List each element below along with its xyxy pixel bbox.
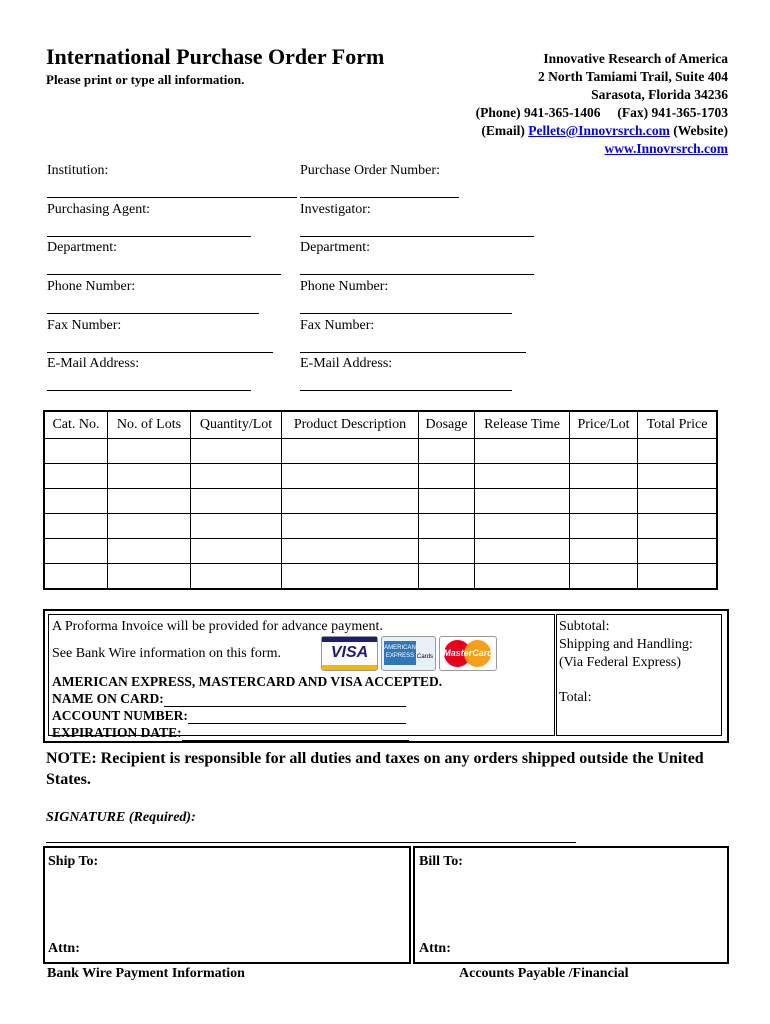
amex-cards: Cards xyxy=(417,654,434,660)
form-title: International Purchase Order Form xyxy=(46,44,385,69)
table-cell[interactable] xyxy=(108,439,191,464)
order-items-table xyxy=(43,410,718,590)
institution-label: Institution: xyxy=(47,163,109,178)
table-cell[interactable] xyxy=(191,464,282,489)
proforma-text: A Proforma Invoice will be provided for advance payment. xyxy=(52,619,383,634)
name-on-card-row[interactable] xyxy=(52,691,406,707)
table-cell[interactable] xyxy=(419,564,475,590)
table-cell[interactable] xyxy=(570,464,638,489)
department-left-line[interactable] xyxy=(47,262,281,275)
amex-line1: AMERICAN xyxy=(384,645,416,651)
table-cell[interactable] xyxy=(638,514,718,539)
table-row xyxy=(44,539,717,564)
company-info xyxy=(476,50,728,158)
table-cell[interactable] xyxy=(191,489,282,514)
table-cell[interactable] xyxy=(475,489,570,514)
table-cell[interactable] xyxy=(570,489,638,514)
department-right-line[interactable] xyxy=(300,262,534,275)
table-cell[interactable] xyxy=(108,564,191,590)
company-phone-fax: (Phone) 941-365-1406 (Fax) 941-365-1703 xyxy=(475,105,728,120)
department-left-label: Department: xyxy=(47,240,117,255)
po-number-field[interactable] xyxy=(300,163,459,198)
bill-to-label: Bill To: xyxy=(419,854,463,869)
mastercard-text: MasterCard xyxy=(443,648,493,658)
phone-left-line[interactable] xyxy=(47,301,259,314)
shipping-label: Shipping and Handling: xyxy=(559,637,693,652)
table-cell[interactable] xyxy=(475,514,570,539)
col-no-of-lots: No. of Lots xyxy=(108,411,191,439)
table-cell[interactable] xyxy=(419,514,475,539)
email-left-line[interactable] xyxy=(47,378,251,391)
table-cell[interactable] xyxy=(108,539,191,564)
email-right-field[interactable] xyxy=(300,356,512,391)
table-cell[interactable] xyxy=(638,564,718,590)
table-cell[interactable] xyxy=(282,539,419,564)
signature-line[interactable] xyxy=(46,842,576,843)
account-number-row[interactable] xyxy=(52,708,406,724)
cards-accepted-text: AMERICAN EXPRESS, MASTERCARD AND VISA ACCEPTED. xyxy=(52,674,443,689)
table-row xyxy=(44,439,717,464)
phone-right-field[interactable] xyxy=(300,279,512,314)
company-address2: Sarasota, Florida 34236 xyxy=(591,87,728,102)
phone-right-line[interactable] xyxy=(300,301,512,314)
fax-right-label: Fax Number: xyxy=(300,318,375,333)
website-link[interactable]: www.Innovrsrch.com xyxy=(604,141,728,156)
table-cell[interactable] xyxy=(282,489,419,514)
department-right-label: Department: xyxy=(300,240,370,255)
table-cell[interactable] xyxy=(475,564,570,590)
table-cell[interactable] xyxy=(44,514,108,539)
bill-to-box[interactable] xyxy=(413,846,729,964)
account-number-line[interactable] xyxy=(188,709,406,724)
mastercard-logo xyxy=(439,636,497,671)
investigator-line[interactable] xyxy=(300,224,534,237)
fax-right-line[interactable] xyxy=(300,340,526,353)
col-price-lot: Price/Lot xyxy=(570,411,638,439)
po-number-line[interactable] xyxy=(300,185,459,198)
col-product-description: Product Description xyxy=(282,411,419,439)
table-row xyxy=(44,564,717,590)
company-name: Innovative Research of America xyxy=(543,51,728,66)
amex-line2: EXPRESS xyxy=(385,653,415,659)
table-row xyxy=(44,514,717,539)
institution-field[interactable] xyxy=(47,163,297,198)
table-cell[interactable] xyxy=(475,464,570,489)
name-on-card-line[interactable] xyxy=(164,692,406,707)
table-row xyxy=(44,489,717,514)
purchasing-agent-field[interactable] xyxy=(47,202,251,237)
table-cell[interactable] xyxy=(570,439,638,464)
table-cell[interactable] xyxy=(570,564,638,590)
table-cell[interactable] xyxy=(570,514,638,539)
table-cell[interactable] xyxy=(108,514,191,539)
investigator-field[interactable] xyxy=(300,202,534,237)
fax-left-field[interactable] xyxy=(47,318,273,353)
col-quantity-lot: Quantity/Lot xyxy=(191,411,282,439)
email-left-label: E-Mail Address: xyxy=(47,356,140,371)
fax-right-field[interactable] xyxy=(300,318,526,353)
table-cell[interactable] xyxy=(44,489,108,514)
purchasing-agent-line[interactable] xyxy=(47,224,251,237)
subtotal-label: Subtotal: xyxy=(559,619,610,634)
form-subtitle: Please print or type all information. xyxy=(46,72,245,87)
ship-to-box[interactable] xyxy=(43,846,411,964)
bill-to-attn: Attn: xyxy=(419,941,451,956)
table-row xyxy=(44,464,717,489)
payment-section xyxy=(43,609,729,743)
fax-left-line[interactable] xyxy=(47,340,273,353)
email-right-line[interactable] xyxy=(300,378,512,391)
total-label: Total: xyxy=(559,690,592,705)
table-cell[interactable] xyxy=(419,464,475,489)
email-left-field[interactable] xyxy=(47,356,251,391)
accounts-payable-heading: Accounts Payable /Financial xyxy=(459,966,629,981)
table-cell[interactable] xyxy=(44,464,108,489)
phone-left-field[interactable] xyxy=(47,279,259,314)
visa-text: VISA xyxy=(330,644,369,661)
duties-note: NOTE: Recipient is responsible for all duties and taxes on any orders shipped outside the United States. xyxy=(46,750,704,788)
table-cell[interactable] xyxy=(108,464,191,489)
table-header-row xyxy=(44,411,717,439)
table-cell[interactable] xyxy=(638,539,718,564)
table-cell[interactable] xyxy=(638,439,718,464)
amex-logo xyxy=(381,636,436,671)
table-cell[interactable] xyxy=(44,564,108,590)
col-dosage: Dosage xyxy=(419,411,475,439)
table-cell[interactable] xyxy=(570,539,638,564)
table-cell[interactable] xyxy=(191,539,282,564)
po-number-label: Purchase Order Number: xyxy=(300,163,440,178)
department-right-field[interactable] xyxy=(300,240,534,275)
table-cell[interactable] xyxy=(282,464,419,489)
investigator-label: Investigator: xyxy=(300,202,371,217)
table-cell[interactable] xyxy=(475,539,570,564)
table-cell[interactable] xyxy=(475,439,570,464)
phone-right-label: Phone Number: xyxy=(300,279,389,294)
col-release-time: Release Time xyxy=(475,411,570,439)
table-cell[interactable] xyxy=(419,539,475,564)
table-cell[interactable] xyxy=(419,439,475,464)
table-cell[interactable] xyxy=(282,564,419,590)
table-cell[interactable] xyxy=(282,439,419,464)
ship-to-attn: Attn: xyxy=(48,941,80,956)
email-link[interactable]: Pellets@Innovrsrch.com xyxy=(528,123,670,138)
expiration-date-row[interactable] xyxy=(52,725,409,741)
company-email-row xyxy=(476,122,728,140)
table-cell[interactable] xyxy=(108,489,191,514)
account-number-label: ACCOUNT NUMBER: xyxy=(52,708,188,723)
table-cell[interactable] xyxy=(44,539,108,564)
table-cell[interactable] xyxy=(191,514,282,539)
shipping-via-label: (Via Federal Express) xyxy=(559,655,682,670)
table-cell[interactable] xyxy=(282,514,419,539)
fax-left-label: Fax Number: xyxy=(47,318,122,333)
signature-label: SIGNATURE (Required): xyxy=(46,810,196,825)
purchasing-agent-label: Purchasing Agent: xyxy=(47,202,151,217)
email-right-label: E-Mail Address: xyxy=(300,356,393,371)
ship-to-label: Ship To: xyxy=(48,854,99,869)
expiration-date-label: EXPIRATION DATE: xyxy=(52,725,182,740)
institution-line[interactable] xyxy=(47,185,297,198)
table-cell[interactable] xyxy=(419,489,475,514)
visa-logo xyxy=(321,636,378,671)
website-label: (Website) xyxy=(669,123,728,138)
table-cell[interactable] xyxy=(638,464,718,489)
table-cell[interactable] xyxy=(44,439,108,464)
email-prefix: (Email) xyxy=(481,123,529,138)
table-cell[interactable] xyxy=(638,489,718,514)
department-left-field[interactable] xyxy=(47,240,281,275)
table-cell[interactable] xyxy=(191,564,282,590)
company-address1: 2 North Tamiami Trail, Suite 404 xyxy=(537,69,728,84)
bank-wire-text: See Bank Wire information on this form. xyxy=(52,646,281,661)
payment-info-box xyxy=(48,614,555,740)
bank-wire-heading: Bank Wire Payment Information xyxy=(47,966,245,981)
col-cat-no: Cat. No. xyxy=(44,411,108,439)
expiration-date-line[interactable] xyxy=(182,726,409,741)
phone-left-label: Phone Number: xyxy=(47,279,136,294)
table-cell[interactable] xyxy=(191,439,282,464)
name-on-card-label: NAME ON CARD: xyxy=(52,691,164,706)
col-total-price: Total Price xyxy=(638,411,718,439)
totals-box xyxy=(556,614,722,736)
